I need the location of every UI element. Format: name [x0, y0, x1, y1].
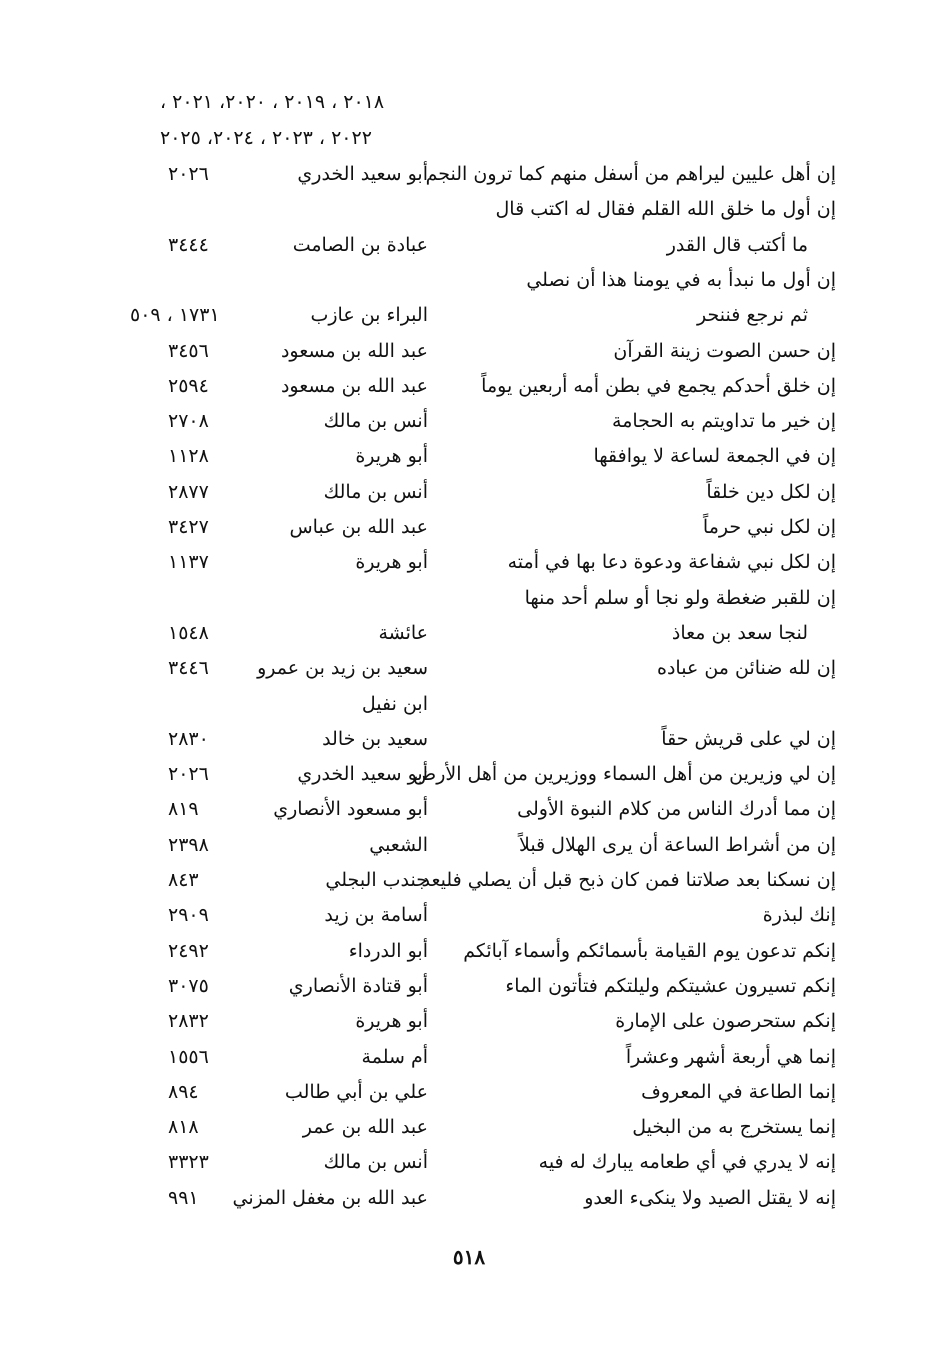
hadith-number: ٢٧٠٨	[168, 410, 209, 432]
narrator-name: عبد الله بن عمر	[302, 1116, 428, 1138]
hadith-number: ٢٨٣٢	[168, 1010, 209, 1032]
hadith-text: إنكم ستحرصون على الإمارة	[615, 1010, 836, 1032]
narrator-name: علي بن أبي طالب	[284, 1081, 428, 1103]
index-entry-row	[0, 650, 938, 686]
narrator-name: الشعبي	[369, 834, 428, 856]
hadith-text: إن لي وزيرين من أهل السماء ووزيرين من أهل الأرض	[413, 763, 836, 785]
hadith-number: ٢٤٩٢	[168, 940, 209, 962]
hadith-text: إن من أشراط الساعة أن يرى الهلال قبلاً	[518, 834, 836, 856]
index-entry-row	[0, 686, 938, 722]
narrator-name: أنس بن مالك	[323, 410, 428, 432]
hadith-text: إنك لبذرة	[762, 904, 836, 926]
hadith-number: ٣٣٢٣	[168, 1151, 209, 1173]
narrator-name: أبو هريرة	[355, 551, 428, 573]
hadith-text: ثم نرجع فننحر	[697, 304, 808, 326]
hadith-text: إن حسن الصوت زينة القرآن	[613, 340, 836, 362]
hadith-text: إن لكل نبي شفاعة ودعوة دعا بها في أمته	[507, 551, 836, 573]
index-entry-row	[0, 438, 938, 474]
hadith-number: ٨١٨	[168, 1116, 199, 1138]
index-entry-row	[0, 474, 938, 510]
index-entry-row	[0, 827, 938, 863]
narrator-name: البراء بن عازب	[310, 304, 428, 326]
hadith-text: إن للقبر ضغطة ولو نجا أو سلم أحد منها	[524, 587, 836, 609]
index-entry-row	[0, 721, 938, 757]
narrator-name: عبد الله بن مسعود	[280, 340, 428, 362]
index-entry-row	[0, 1109, 938, 1145]
hadith-text: إن أول ما خلق الله القلم فقال له اكتب قال	[495, 198, 836, 220]
hadith-text: إنكم تسيرون عشيتكم وليلتكم فتأتون الماء	[505, 975, 836, 997]
hadith-text: إن لي على قريش حقاً	[661, 728, 836, 750]
narrator-name: أبو الدرداء	[348, 940, 428, 962]
index-entry-row	[0, 1074, 938, 1110]
narrator-name: أنس بن مالك	[323, 481, 428, 503]
index-entry-row	[0, 615, 938, 651]
hadith-number: ١١٢٨	[168, 445, 209, 467]
hadith-number: ٨١٩	[168, 798, 199, 820]
narrator-name: عائشة	[378, 622, 428, 644]
index-entry-row	[0, 862, 938, 898]
hadith-number: ٣٤٥٦	[168, 340, 209, 362]
hadith-number: ٣٤٤٦	[168, 657, 209, 679]
narrator-name: عبادة بن الصامت	[292, 234, 428, 256]
index-entry-row	[0, 1144, 938, 1180]
hadith-number: ٨٩٤	[168, 1081, 199, 1103]
continued-references-line-2: ٢٠٢٢ ، ٢٠٢٣ ، ٢٠٢٤، ٢٠٢٥	[160, 127, 372, 149]
hadith-text: إن لكل نبي حرماً	[702, 516, 836, 538]
narrator-name: أبو قتادة الأنصاري	[288, 975, 428, 997]
hadith-number: ٢٩٠٩	[168, 904, 209, 926]
hadith-text: إنه لا يقتل الصيد ولا ينكىء العدو	[584, 1187, 836, 1209]
narrator-name: أنس بن مالك	[323, 1151, 428, 1173]
hadith-text: إنه لا يدري في أي طعامه يبارك له فيه	[538, 1151, 836, 1173]
narrator-name: أسامة بن زيد	[324, 904, 428, 926]
index-entry-row	[0, 333, 938, 369]
narrator-name: أبو سعيد الخدري	[297, 163, 428, 185]
narrator-name: عبد الله بن مسعود	[280, 375, 428, 397]
hadith-text: إن خلق أحدكم يجمع في بطن أمه أربعين يوماً	[481, 375, 836, 397]
index-entry-row	[0, 897, 938, 933]
hadith-text: إن نسكنا بعد صلاتنا فمن كان ذبح قبل أن يصلي فليعد	[421, 869, 836, 891]
index-entry-row	[0, 156, 938, 192]
index-entry-row	[0, 297, 938, 333]
hadith-number: ٨٤٣	[168, 869, 199, 891]
index-entry-row	[0, 227, 938, 263]
page-number: ٥١٨	[452, 1245, 486, 1269]
hadith-text: إن في الجمعة لساعة لا يوافقها	[593, 445, 836, 467]
hadith-number: ٩٩١	[168, 1187, 199, 1209]
index-entry-row	[0, 756, 938, 792]
index-entry-row	[0, 933, 938, 969]
narrator-name: جندب البجلي	[325, 869, 428, 891]
hadith-number: ٢٥٩٤	[168, 375, 209, 397]
hadith-number: ٢٨٣٠	[168, 728, 209, 750]
hadith-number: ٣٤٢٧	[168, 516, 209, 538]
index-entry-row	[0, 191, 938, 227]
narrator-name: ابن نفيل	[361, 693, 428, 715]
hadith-text: إن أهل عليين ليراهم من أسفل منهم كما ترون النجم	[425, 163, 836, 185]
hadith-text: إن أول ما نبدأ به في يومنا هذا أن نصلي	[526, 269, 836, 291]
narrator-name: عبد الله بن عباس	[289, 516, 428, 538]
narrator-name: عبد الله بن مغفل المزني	[232, 1187, 428, 1209]
hadith-number: ٣٠٧٥	[168, 975, 209, 997]
hadith-number: ١٧٣١ ، ٥٠٩	[130, 304, 220, 326]
narrator-name: سعيد بن زيد بن عمرو	[257, 657, 428, 679]
hadith-number: ٣٤٤٤	[168, 234, 209, 256]
hadith-text: لنجا سعد بن معاذ	[671, 622, 808, 644]
hadith-text: ما أكتب قال القدر	[666, 234, 808, 256]
hadith-text: إن لكل دين خلقاً	[706, 481, 836, 503]
hadith-number: ١١٣٧	[168, 551, 209, 573]
continued-references-line-1: ٢٠١٨ ، ٢٠١٩ ، ٢٠٢٠، ٢٠٢١ ،	[160, 91, 385, 113]
narrator-name: أبو سعيد الخدري	[297, 763, 428, 785]
hadith-text: إنما هي أربعة أشهر وعشراً	[625, 1046, 836, 1068]
narrator-name: أم سلمة	[361, 1046, 428, 1068]
index-entry-row	[0, 1003, 938, 1039]
hadith-text: إنكم تدعون يوم القيامة بأسمائكم وأسماء آبائكم	[463, 940, 836, 962]
hadith-text: إن خير ما تداويتم به الحجامة	[612, 410, 836, 432]
index-entry-row	[0, 262, 938, 298]
narrator-name: سعيد بن خالد	[322, 728, 428, 750]
hadith-number: ١٥٥٦	[168, 1046, 209, 1068]
index-entry-row	[0, 403, 938, 439]
index-entry-row	[0, 1039, 938, 1075]
index-entry-row	[0, 580, 938, 616]
index-entry-row	[0, 791, 938, 827]
index-entry-row	[0, 544, 938, 580]
hadith-number: ٢٨٧٧	[168, 481, 209, 503]
index-entry-row	[0, 968, 938, 1004]
narrator-name: أبو هريرة	[355, 1010, 428, 1032]
hadith-text: إن لله ضنائن من عباده	[657, 657, 836, 679]
narrator-name: أبو هريرة	[355, 445, 428, 467]
hadith-number: ٢٠٢٦	[168, 763, 209, 785]
hadith-text: إنما يستخرج به من البخيل	[632, 1116, 836, 1138]
index-entry-row	[0, 1180, 938, 1216]
hadith-number: ٢٣٩٨	[168, 834, 209, 856]
index-entry-row	[0, 368, 938, 404]
hadith-text: إن مما أدرك الناس من كلام النبوة الأولى	[517, 798, 836, 820]
narrator-name: أبو مسعود الأنصاري	[273, 798, 428, 820]
hadith-number: ١٥٤٨	[168, 622, 209, 644]
hadith-text: إنما الطاعة في المعروف	[641, 1081, 836, 1103]
index-entry-row	[0, 509, 938, 545]
hadith-number: ٢٠٢٦	[168, 163, 209, 185]
